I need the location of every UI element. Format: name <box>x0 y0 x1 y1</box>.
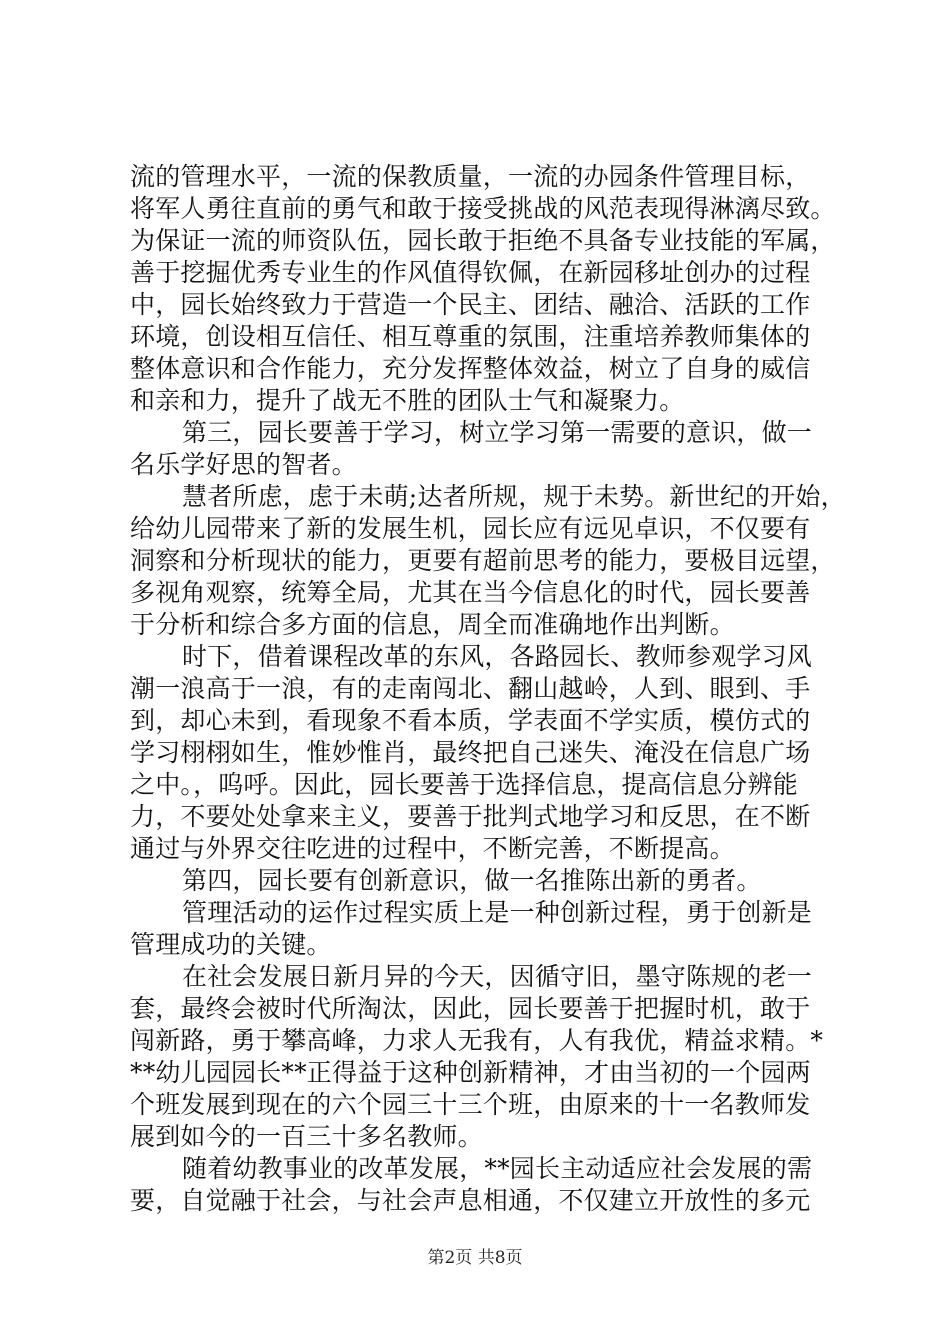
text-line-8: 和亲和力，提升了战无不胜的团队士气和凝聚力。 <box>130 386 685 415</box>
text-line-2: 将军人勇往直前的勇气和敢于接受挑战的风范表现得淋漓尽致。 <box>130 194 836 223</box>
text-line-30: 个班发展到现在的六个园三十三个班，由原来的十一名教师发 <box>130 1090 811 1119</box>
text-line-19: 学习栩栩如生，惟妙惟肖，最终把自己迷失、淹没在信息广场 <box>130 738 811 767</box>
text-line-5: 中，园长始终致力于营造一个民主、团结、融洽、活跃的工作 <box>130 290 811 319</box>
text-line-22: 通过与外界交往吃进的过程中，不断完善，不断提高。 <box>130 834 735 863</box>
text-line-31: 展到如今的一百三十多名教师。 <box>130 1122 483 1151</box>
text-line-24: 管理活动的运作过程实质上是一种创新过程，勇于创新是 <box>182 898 813 927</box>
page-number-label: 第2页 共8页 <box>427 1248 523 1268</box>
text-line-26: 在社会发展日新月异的今天，因循守旧，墨守陈规的老一 <box>182 962 813 991</box>
text-line-32: 随着幼教事业的改革发展，**园长主动适应社会发展的需 <box>182 1154 813 1183</box>
text-line-20: 之中。，呜呼。因此，园长要善于选择信息，提高信息分辨能 <box>130 770 798 799</box>
text-line-12: 给幼儿园带来了新的发展生机，园长应有远见卓识，不仅要有 <box>130 514 811 543</box>
text-line-29: **幼儿园园长**正得益于这种创新精神，才由当初的一个园两 <box>130 1058 811 1087</box>
text-line-18: 到，却心未到，看现象不看本质，学表面不学实质，模仿式的 <box>130 706 811 735</box>
text-line-14: 多视角观察，统筹全局，尤其在当今信息化的时代，园长要善 <box>130 578 811 607</box>
text-line-10: 名乐学好思的智者。 <box>130 450 357 479</box>
text-line-17: 潮一浪高于一浪，有的走南闯北、翻山越岭，人到、眼到、手 <box>130 674 811 703</box>
text-line-15: 于分析和综合多方面的信息，周全而准确地作出判断。 <box>130 610 735 639</box>
text-line-33: 要，自觉融于社会，与社会声息相通，不仅建立开放性的多元 <box>130 1186 811 1215</box>
text-line-23: 第四，园长要有创新意识，做一名推陈出新的勇者。 <box>182 866 762 895</box>
text-line-9: 第三，园长要善于学习，树立学习第一需要的意识，做一 <box>182 418 813 447</box>
text-line-16: 时下，借着课程改革的东风，各路园长、教师参观学习风 <box>182 642 813 671</box>
text-line-6: 环境，创设相互信任、相互尊重的氛围，注重培养教师集体的 <box>130 322 811 351</box>
text-line-4: 善于挖掘优秀专业生的作风值得钦佩，在新园移址创办的过程 <box>130 258 811 287</box>
page-footer <box>0 1243 950 1268</box>
text-line-1: 流的管理水平，一流的保教质量，一流的办园条件管理目标， <box>130 162 811 191</box>
text-line-7: 整体意识和合作能力，充分发挥整体效益，树立了自身的威信 <box>130 354 811 383</box>
text-line-13: 洞察和分析现状的能力，更要有超前思考的能力，要极目远望， <box>130 546 836 575</box>
text-line-21: 力，不要处处拿来主义，要善于批判式地学习和反思，在不断 <box>130 802 811 831</box>
text-line-28: 闯新路，勇于攀高峰，力求人无我有，人有我优，精益求精。* <box>130 1026 824 1055</box>
text-line-11: 慧者所虑，虑于未萌;达者所规，规于未势。新世纪的开始， <box>182 482 846 511</box>
text-line-25: 管理成功的关键。 <box>130 930 332 959</box>
text-line-3: 为保证一流的师资队伍，园长敢于拒绝不具备专业技能的军属， <box>130 226 836 255</box>
text-line-27: 套，最终会被时代所淘汰，因此，园长要善于把握时机，敢于 <box>130 994 811 1023</box>
